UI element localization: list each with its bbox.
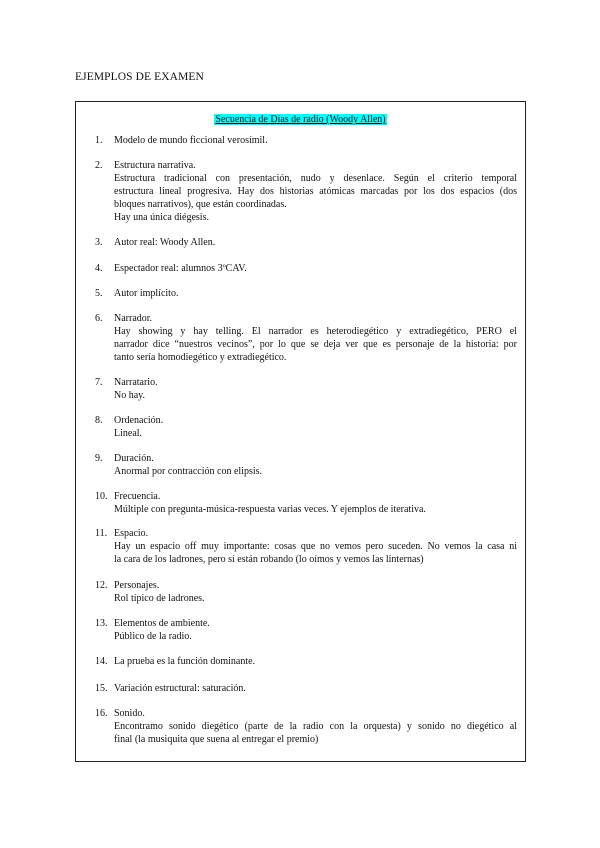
item-body xyxy=(114,682,517,695)
item-title: Sonido. xyxy=(114,708,145,719)
list-item xyxy=(95,527,517,566)
list-item xyxy=(95,617,517,643)
item-text-line: Hay showing y hay telling. El narrador es heterodiegético y extradiegético, PERO el xyxy=(114,326,517,337)
item-title: Narratario. xyxy=(114,377,158,388)
item-body xyxy=(114,414,517,440)
item-number: 7. xyxy=(95,377,103,388)
item-number: 13. xyxy=(95,618,108,629)
item-text-line: estructura lineal progresiva. Hay dos historias atómicas marcadas por los dos espacios (dos xyxy=(114,186,517,197)
item-number: 14. xyxy=(95,656,108,667)
item-text-line: Hay una única diégesis. xyxy=(114,212,209,223)
list-item xyxy=(95,452,517,478)
item-body xyxy=(114,287,517,300)
item-number: 6. xyxy=(95,313,103,324)
item-number: 2. xyxy=(95,160,103,171)
list-item xyxy=(95,287,517,300)
item-text-line: tanto sería homodiegético y extradiegético. xyxy=(114,352,287,363)
list-item xyxy=(95,707,517,746)
item-body xyxy=(114,617,517,643)
item-text-line: Hay un espacio off muy importante: cosas que no vemos pero suceden. No vemos la casa ni xyxy=(114,541,517,552)
item-text-line: final (la musiquita que suena al entregar el premio) xyxy=(114,734,319,745)
item-body xyxy=(114,490,517,516)
item-text-line: No hay. xyxy=(114,390,146,401)
item-text-line: Rol típico de ladrones. xyxy=(114,593,205,604)
item-number: 1. xyxy=(95,135,103,146)
list-item xyxy=(95,312,517,364)
item-number: 9. xyxy=(95,453,103,464)
item-body xyxy=(114,134,517,147)
item-body xyxy=(114,159,517,224)
item-title: Modelo de mundo ficcional verosímil. xyxy=(114,135,268,146)
item-text-line: la cara de los ladrones, pero sí están robando (lo oímos y vemos las linternas) xyxy=(114,554,424,565)
item-text-line: Estructura tradicional con presentación, nudo y desenlace. Según el criterio temporal xyxy=(114,173,517,184)
box-title-wrap xyxy=(76,109,525,127)
item-text-line: Múltiple con pregunta-música-respuesta varias veces. Y ejemplos de iterativa. xyxy=(114,504,426,515)
item-number: 16. xyxy=(95,708,108,719)
list-item xyxy=(95,236,517,249)
item-text-line: narrador dice “nuestros vecinos”, por lo que se deja ver que es personaje de la historia: por xyxy=(114,339,517,350)
item-title: Duración. xyxy=(114,453,154,464)
item-body xyxy=(114,236,517,249)
list-item xyxy=(95,414,517,440)
item-title: Espacio. xyxy=(114,528,149,539)
item-number: 15. xyxy=(95,683,108,694)
list-item xyxy=(95,655,517,668)
item-title: Autor implícito. xyxy=(114,288,179,299)
item-number: 3. xyxy=(95,237,103,248)
item-number: 12. xyxy=(95,580,108,591)
item-body xyxy=(114,527,517,566)
list-item xyxy=(95,376,517,402)
item-number: 10. xyxy=(95,491,108,502)
item-title: Frecuencia. xyxy=(114,491,161,502)
item-title: La prueba es la función dominante. xyxy=(114,656,256,667)
item-title: Personajes. xyxy=(114,580,160,591)
item-body xyxy=(114,655,517,668)
item-number: 5. xyxy=(95,288,103,299)
item-text-line: Lineal. xyxy=(114,428,143,439)
item-number: 11. xyxy=(95,528,108,539)
item-body xyxy=(114,262,517,275)
item-body xyxy=(114,707,517,746)
list-item xyxy=(95,262,517,275)
item-title: Elementos de ambiente. xyxy=(114,618,210,629)
list-item xyxy=(95,159,517,224)
item-title: Variación estructural: saturación. xyxy=(114,683,246,694)
item-title: Estructura narrativa. xyxy=(114,160,196,171)
item-title: Narrador. xyxy=(114,313,153,324)
item-title: Autor real: Woody Allen. xyxy=(114,237,216,248)
item-title: Espectador real: alumnos 3ºCAV. xyxy=(114,263,247,274)
item-number: 4. xyxy=(95,263,103,274)
list-item xyxy=(95,682,517,695)
item-body xyxy=(114,452,517,478)
list-item xyxy=(95,134,517,147)
box-title: Secuencia de Días de radio (Woody Allen) xyxy=(215,114,386,125)
item-body xyxy=(114,312,517,364)
list-item xyxy=(95,579,517,605)
item-text-line: bloques narrativos), que están coordinadas. xyxy=(114,199,287,210)
list-item xyxy=(95,490,517,516)
item-text-line: Encontramo sonido diegético (parte de la radio con la orquesta) y sonido no diegético al xyxy=(114,721,517,732)
item-body xyxy=(114,579,517,605)
item-text-line: Público de la radio. xyxy=(114,631,192,642)
exam-box xyxy=(75,101,526,762)
item-body xyxy=(114,376,517,402)
item-title: Ordenación. xyxy=(114,415,164,426)
item-number: 8. xyxy=(95,415,103,426)
page-heading: EJEMPLOS DE EXAMEN xyxy=(75,71,204,83)
item-text-line: Anormal por contracción con elipsis. xyxy=(114,466,263,477)
